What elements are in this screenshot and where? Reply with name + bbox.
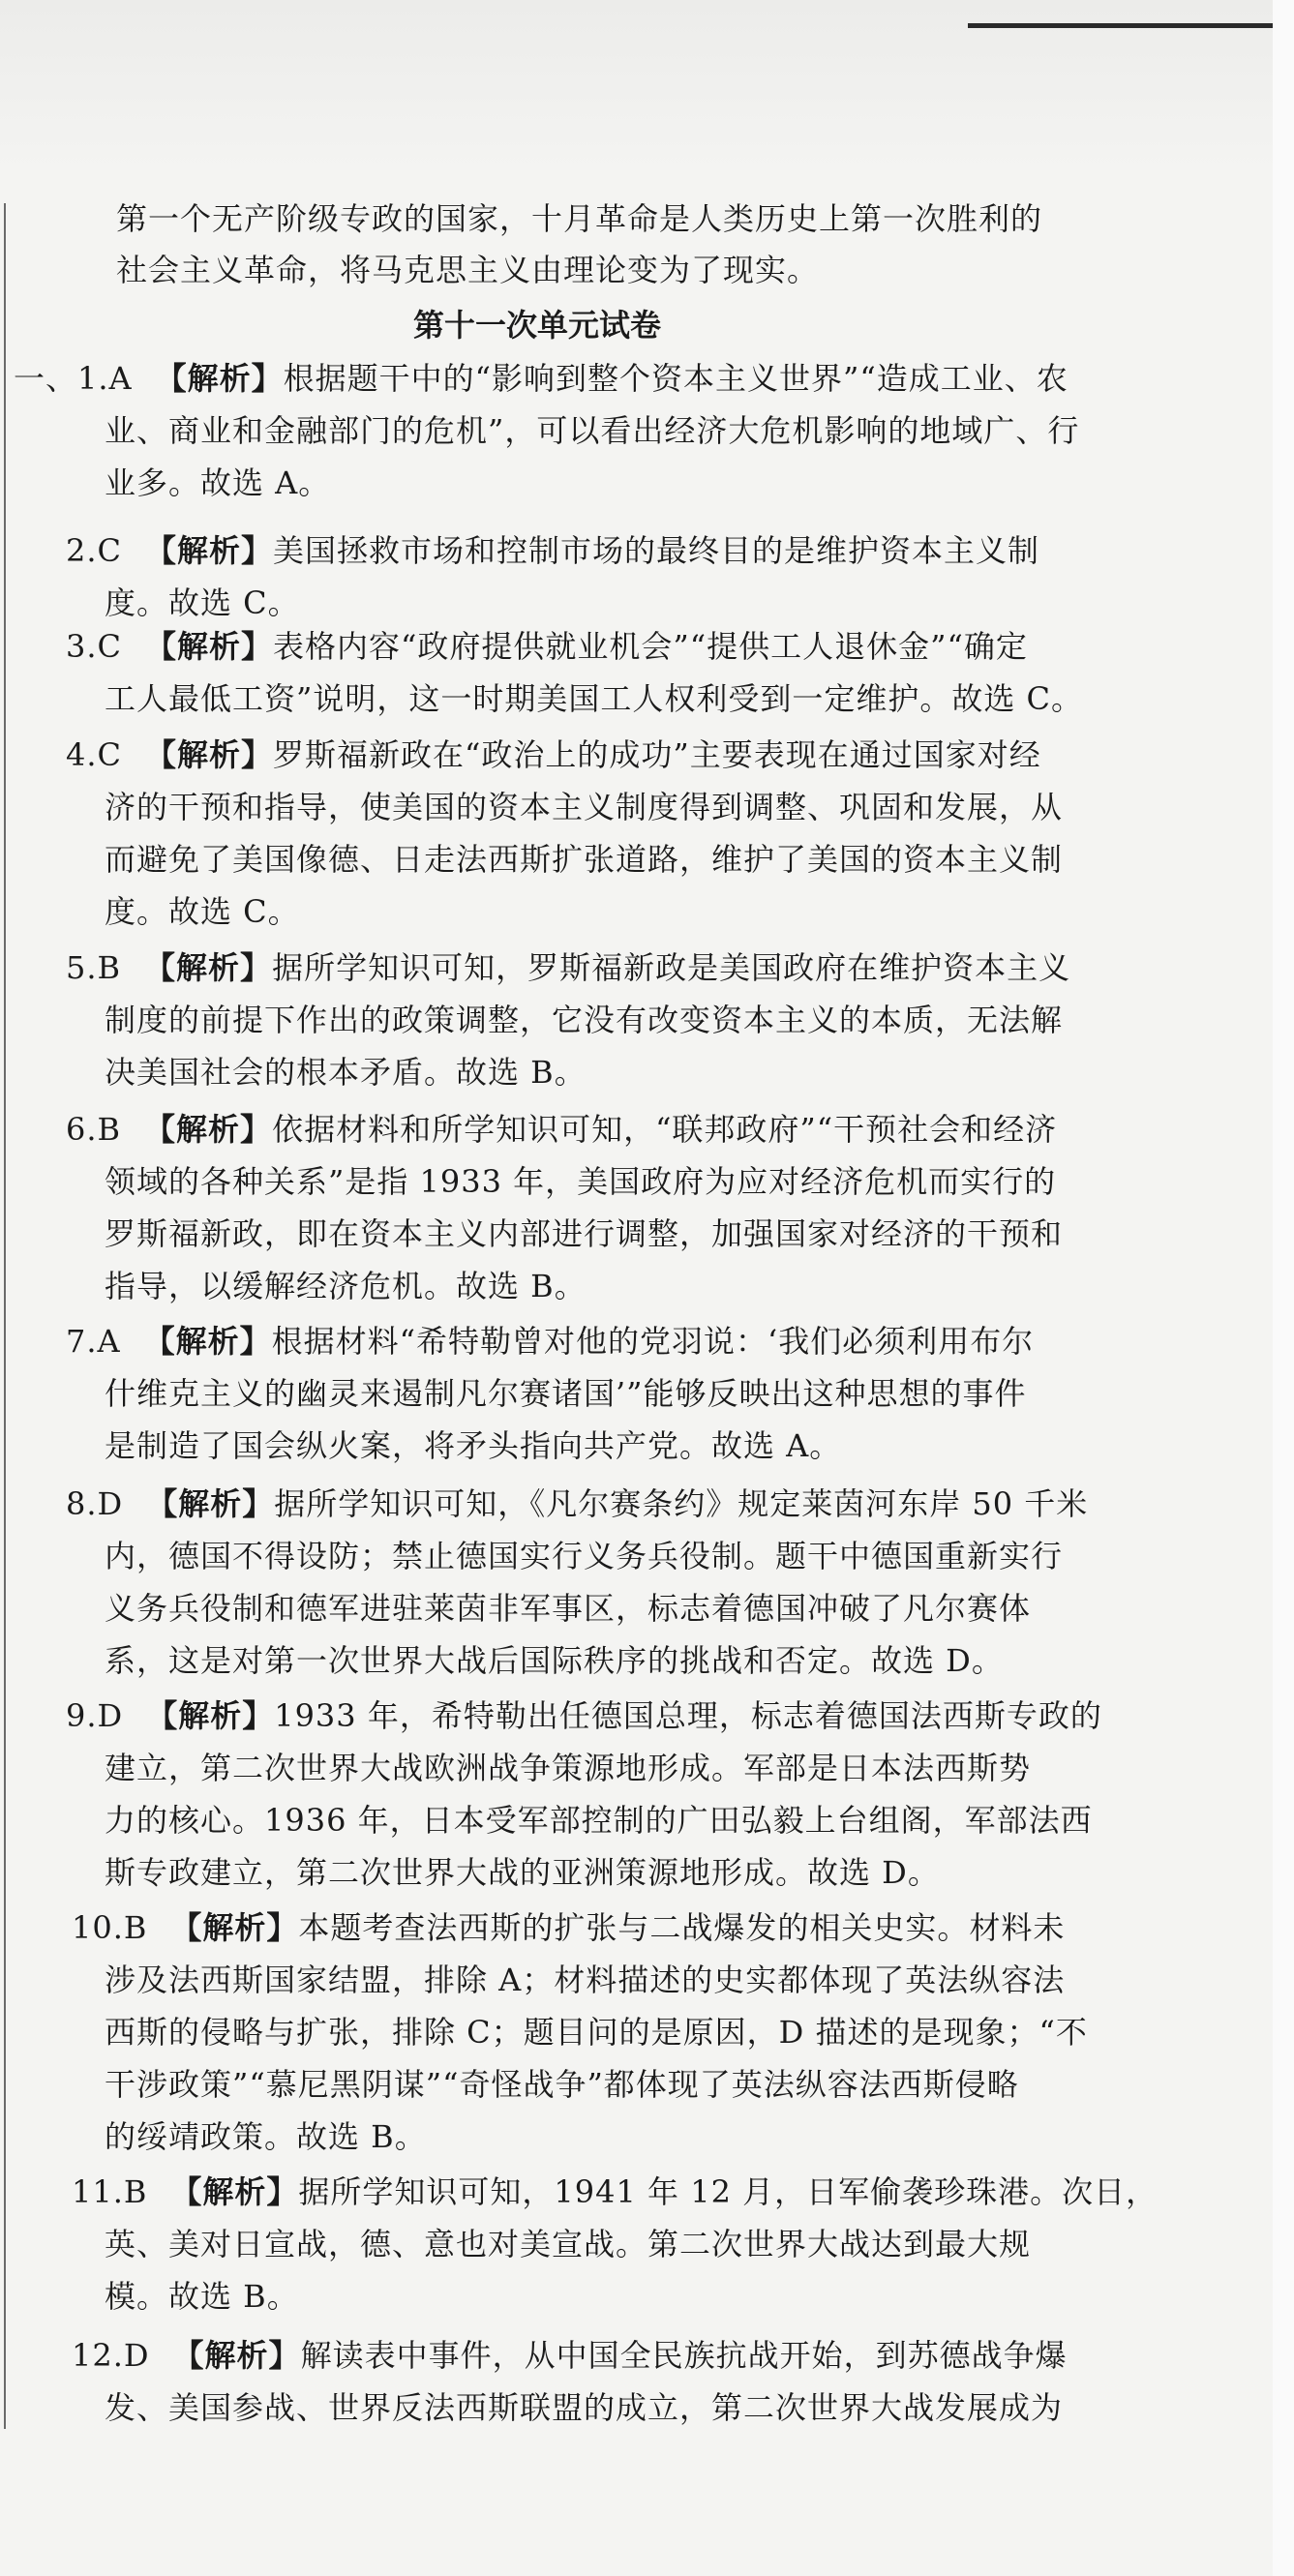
section-number: 一、 — [14, 360, 78, 397]
answer-number: 11.B — [72, 2173, 148, 2210]
question-1-first-line — [14, 359, 1068, 398]
analysis-text: 解读表中事件，从中国全民族抗战开始，到苏德战争爆 — [300, 2337, 1068, 2374]
analysis-text: 据所学知识可知，《凡尔赛条约》规定莱茵河东岸 50 千米 — [274, 1485, 1089, 1522]
question-6-line-4: 指导，以缓解经济危机。故选 B。 — [105, 1268, 587, 1304]
question-10-line-4: 干涉政策”“慕尼黑阴谋”“奇怪战争”都体现了英法纵容法西斯侵略 — [105, 2066, 1019, 2103]
analysis-text: 美国拯救市场和控制市场的最终目的是维护资本主义制 — [273, 532, 1040, 569]
question-11-line-3: 模。故选 B。 — [105, 2278, 299, 2315]
answer-number: 12.D — [72, 2337, 150, 2374]
answer-number: 2.C — [66, 532, 123, 569]
answer-number: 4.C — [66, 736, 123, 773]
analysis-text: 根据题干中的“影响到整个资本主义世界”“造成工业、农 — [283, 360, 1068, 397]
question-3-line-2: 工人最低工资”说明，这一时期美国工人权利受到一定维护。故选 C。 — [105, 680, 1084, 717]
question-1-line-2: 业、商业和金融部门的危机”，可以看出经济大危机影响的地域广、行 — [105, 412, 1080, 449]
question-11-line-2: 英、美对日宣战，德、意也对美宣战。第二次世界大战达到最大规 — [105, 2226, 1032, 2262]
intro-line-1: 第一个无产阶级专政的国家，十月革命是人类历史上第一次胜利的 — [116, 200, 1043, 237]
question-12-first-line — [72, 2336, 1068, 2375]
question-4-line-4: 度。故选 C。 — [105, 893, 300, 930]
analysis-tag: 【解析】 — [146, 1697, 275, 1734]
question-9-line-3: 力的核心。1936 年，日本受军部控制的广田弘毅上台组阁，军部法西 — [105, 1802, 1093, 1839]
analysis-tag: 【解析】 — [145, 736, 274, 773]
question-7-first-line — [66, 1322, 1034, 1361]
question-6-line-2: 领域的各种关系”是指 1933 年，美国政府为应对经济危机而实行的 — [105, 1163, 1057, 1200]
question-8-first-line — [66, 1484, 1088, 1523]
question-10-first-line — [72, 1908, 1065, 1947]
analysis-text: 表格内容“政府提供就业机会”“提供工人退休金”“确定 — [273, 628, 1028, 665]
question-5-first-line — [66, 948, 1070, 987]
question-6-line-3: 罗斯福新政，即在资本主义内部进行调整，加强国家对经济的干预和 — [105, 1215, 1064, 1252]
answer-number: 5.B — [66, 949, 122, 986]
analysis-text: 1933 年，希特勒出任德国总理，标志着德国法西斯专政的 — [274, 1697, 1102, 1734]
question-4-first-line — [66, 735, 1041, 774]
analysis-tag: 【解析】 — [145, 628, 274, 665]
question-7-line-3: 是制造了国会纵火案，将矛头指向共产党。故选 A。 — [105, 1427, 842, 1464]
analysis-text: 本题考查法西斯的扩张与二战爆发的相关史实。材料未 — [298, 1909, 1066, 1946]
question-8-line-4: 系，这是对第一次世界大战后国际秩序的挑战和否定。故选 D。 — [105, 1642, 1004, 1679]
answer-number: 10.B — [72, 1909, 148, 1946]
question-2-first-line — [66, 531, 1039, 570]
question-1-line-3: 业多。故选 A。 — [105, 464, 331, 501]
question-5-line-3: 决美国社会的根本矛盾。故选 B。 — [105, 1054, 587, 1091]
analysis-text: 依据材料和所学知识可知，“联邦政府”“干预社会和经济 — [272, 1111, 1058, 1148]
question-2-line-2: 度。故选 C。 — [105, 584, 300, 621]
analysis-tag: 【解析】 — [172, 2337, 301, 2374]
answer-number: 1.A — [77, 360, 133, 397]
analysis-tag: 【解析】 — [145, 532, 274, 569]
question-9-first-line — [66, 1696, 1102, 1735]
analysis-tag: 【解析】 — [170, 2173, 299, 2210]
analysis-text: 据所学知识可知，罗斯福新政是美国政府在维护资本主义 — [272, 949, 1071, 986]
analysis-tag: 【解析】 — [170, 1909, 299, 1946]
answer-number: 6.B — [66, 1111, 122, 1148]
question-11-first-line — [72, 2172, 1158, 2211]
question-8-line-3: 义务兵役制和德军进驻莱茵非军事区，标志着德国冲破了凡尔赛体 — [105, 1590, 1032, 1627]
intro-line-2: 社会主义革命，将马克思主义由理论变为了现实。 — [116, 252, 820, 288]
question-12-line-2: 发、美国参战、世界反法西斯联盟的成立，第二次世界大战发展成为 — [105, 2389, 1064, 2426]
question-10-line-3: 西斯的侵略与扩张，排除 C；题目问的是原因，D 描述的是现象；“不 — [105, 2014, 1088, 2051]
question-6-first-line — [66, 1110, 1057, 1149]
question-4-line-3: 而避免了美国像德、日走法西斯扩张道路，维护了美国的资本主义制 — [105, 841, 1064, 878]
analysis-tag: 【解析】 — [144, 949, 273, 986]
question-5-line-2: 制度的前提下作出的政策调整，它没有改变资本主义的本质，无法解 — [105, 1002, 1064, 1038]
section-title: 第十一次单元试卷 — [412, 307, 661, 344]
analysis-tag: 【解析】 — [146, 1485, 275, 1522]
question-8-line-2: 内，德国不得设防；禁止德国实行义务兵役制。题干中德国重新实行 — [105, 1538, 1064, 1574]
question-3-first-line — [66, 627, 1028, 666]
analysis-text: 根据材料“希特勒曾对他的党羽说：‘我们必须利用布尔 — [271, 1323, 1035, 1360]
analysis-tag: 【解析】 — [143, 1323, 272, 1360]
question-10-line-5: 的绥靖政策。故选 B。 — [105, 2118, 427, 2155]
analysis-tag: 【解析】 — [144, 1111, 273, 1148]
question-7-line-2: 什维克主义的幽灵来遏制凡尔赛诸国’”能够反映出这种思想的事件 — [105, 1375, 1027, 1412]
answer-number: 8.D — [66, 1485, 124, 1522]
answer-number: 7.A — [66, 1323, 121, 1360]
analysis-text: 罗斯福新政在“政治上的成功”主要表现在通过国家对经 — [273, 736, 1041, 773]
question-9-line-2: 建立，第二次世界大战欧洲战争策源地形成。军部是日本法西斯势 — [105, 1750, 1032, 1786]
question-9-line-4: 斯专政建立，第二次世界大战的亚洲策源地形成。故选 D。 — [105, 1854, 940, 1891]
question-4-line-2: 济的干预和指导，使美国的资本主义制度得到调整、巩固和发展，从 — [105, 789, 1064, 825]
answer-number: 9.D — [66, 1697, 124, 1734]
question-10-line-2: 涉及法西斯国家结盟，排除 A；材料描述的史实都体现了英法纵容法 — [105, 1962, 1066, 1998]
analysis-text: 据所学知识可知，1941 年 12 月，日军偷袭珍珠港。次日， — [298, 2173, 1159, 2210]
analysis-tag: 【解析】 — [155, 360, 284, 397]
answer-number: 3.C — [66, 628, 123, 665]
